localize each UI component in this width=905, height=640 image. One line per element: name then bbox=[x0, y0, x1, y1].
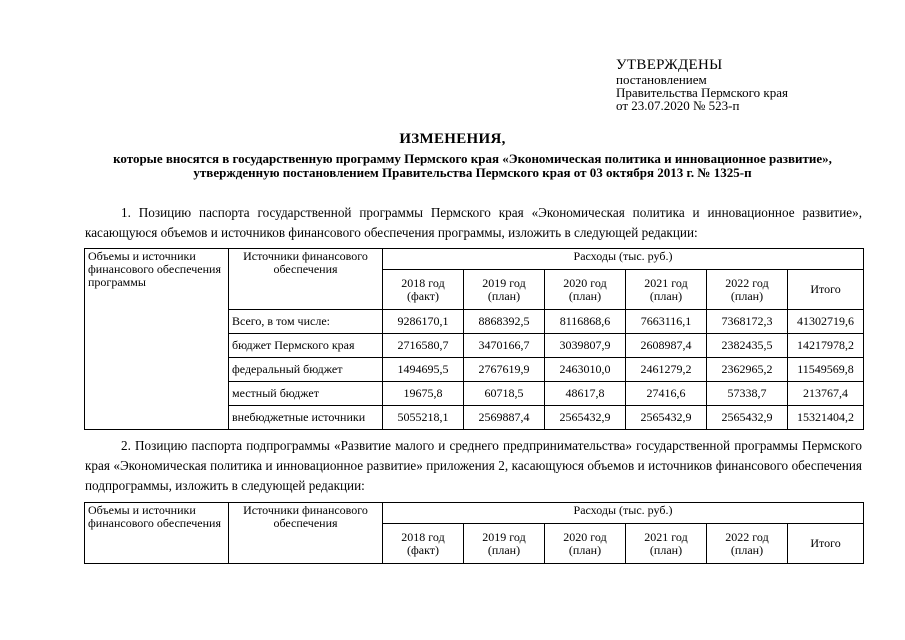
table2-year-header: 2020 год (план) bbox=[545, 524, 626, 564]
row-source: внебюджетные источники bbox=[229, 406, 383, 430]
cell-value: 2382435,5 bbox=[707, 334, 788, 358]
cell-value: 60718,5 bbox=[464, 382, 545, 406]
table2-col2-header: Источники финансового обеспечения bbox=[229, 503, 383, 564]
financing-table-2 bbox=[84, 502, 864, 564]
cell-value: 2461279,2 bbox=[626, 358, 707, 382]
document-title: ИЗМЕНЕНИЯ, bbox=[399, 131, 506, 147]
table2-year-header: 2021 год (план) bbox=[626, 524, 707, 564]
cell-value: 3039807,9 bbox=[545, 334, 626, 358]
table1-year-header: 2019 год (план) bbox=[464, 270, 545, 310]
cell-value: 7368172,3 bbox=[707, 310, 788, 334]
approval-line-2: постановлением bbox=[616, 72, 707, 87]
cell-value: 2565432,9 bbox=[626, 406, 707, 430]
row-source: Всего, в том числе: bbox=[229, 310, 383, 334]
cell-value: 1494695,5 bbox=[383, 358, 464, 382]
cell-value: 2569887,4 bbox=[464, 406, 545, 430]
cell-value: 19675,8 bbox=[383, 382, 464, 406]
document-subtitle: которые вносятся в государственную программу Пермского края «Экономическая политика и инновационное развитие», утвержденную постановлением Правительства Пермского края от 03 октября 2013 г. № 1325-п bbox=[113, 151, 832, 180]
cell-value: 15321404,2 bbox=[788, 406, 864, 430]
cell-value: 11549569,8 bbox=[788, 358, 864, 382]
table2-year-header: 2018 год (факт) bbox=[383, 524, 464, 564]
paragraph-1: 1. Позицию паспорта государственной программы Пермского края «Экономическая политика и инновационное развитие», касающуюся объемов и источников финансового обеспечения программы, изложить в следующей редакции: bbox=[85, 205, 862, 240]
table1-year-header: 2022 год (план) bbox=[707, 270, 788, 310]
table1-year-header: 2018 год (факт) bbox=[383, 270, 464, 310]
cell-value: 9286170,1 bbox=[383, 310, 464, 334]
cell-value: 48617,8 bbox=[545, 382, 626, 406]
table2-col1-header: Объемы и источники финансового обеспечения bbox=[85, 503, 229, 564]
row-source: федеральный бюджет bbox=[229, 358, 383, 382]
cell-value: 2565432,9 bbox=[545, 406, 626, 430]
row-source: местный бюджет bbox=[229, 382, 383, 406]
cell-value: 213767,4 bbox=[788, 382, 864, 406]
cell-value: 2767619,9 bbox=[464, 358, 545, 382]
paragraph-2: 2. Позицию паспорта подпрограммы «Развитие малого и среднего предпринимательства» государственной программы Пермского края «Экономическая политика и инновационное развитие» приложения 2, касающуюся объемов и источников финансового обеспечения подпрограммы, изложить в следующей редакции: bbox=[85, 438, 862, 493]
approval-line-4: от 23.07.2020 № 523-п bbox=[616, 98, 740, 113]
cell-value: 5055218,1 bbox=[383, 406, 464, 430]
table1-col1-header: Объемы и источники финансового обеспечения программы bbox=[85, 249, 229, 430]
cell-value: 57338,7 bbox=[707, 382, 788, 406]
approval-line-3: Правительства Пермского края bbox=[616, 85, 788, 100]
cell-value: 2608987,4 bbox=[626, 334, 707, 358]
table1-year-header: 2020 год (план) bbox=[545, 270, 626, 310]
cell-value: 41302719,6 bbox=[788, 310, 864, 334]
table1-total-header: Итого bbox=[788, 270, 864, 310]
table2-year-header: 2019 год (план) bbox=[464, 524, 545, 564]
row-source: бюджет Пермского края bbox=[229, 334, 383, 358]
financing-table-1 bbox=[84, 248, 864, 430]
table2-year-header: 2022 год (план) bbox=[707, 524, 788, 564]
cell-value: 2362965,2 bbox=[707, 358, 788, 382]
cell-value: 7663116,1 bbox=[626, 310, 707, 334]
cell-value: 2565432,9 bbox=[707, 406, 788, 430]
cell-value: 27416,6 bbox=[626, 382, 707, 406]
table1-expenses-header: Расходы (тыс. руб.) bbox=[383, 249, 864, 270]
cell-value: 3470166,7 bbox=[464, 334, 545, 358]
cell-value: 14217978,2 bbox=[788, 334, 864, 358]
cell-value: 2463010,0 bbox=[545, 358, 626, 382]
approval-line-1: УТВЕРЖДЕНЫ bbox=[616, 57, 723, 73]
cell-value: 8116868,6 bbox=[545, 310, 626, 334]
table2-expenses-header: Расходы (тыс. руб.) bbox=[383, 503, 864, 524]
table2-total-header: Итого bbox=[788, 524, 864, 564]
cell-value: 2716580,7 bbox=[383, 334, 464, 358]
table1-year-header: 2021 год (план) bbox=[626, 270, 707, 310]
cell-value: 8868392,5 bbox=[464, 310, 545, 334]
approval-stamp bbox=[616, 57, 788, 112]
table1-col2-header: Источники финансового обеспечения bbox=[229, 249, 383, 310]
